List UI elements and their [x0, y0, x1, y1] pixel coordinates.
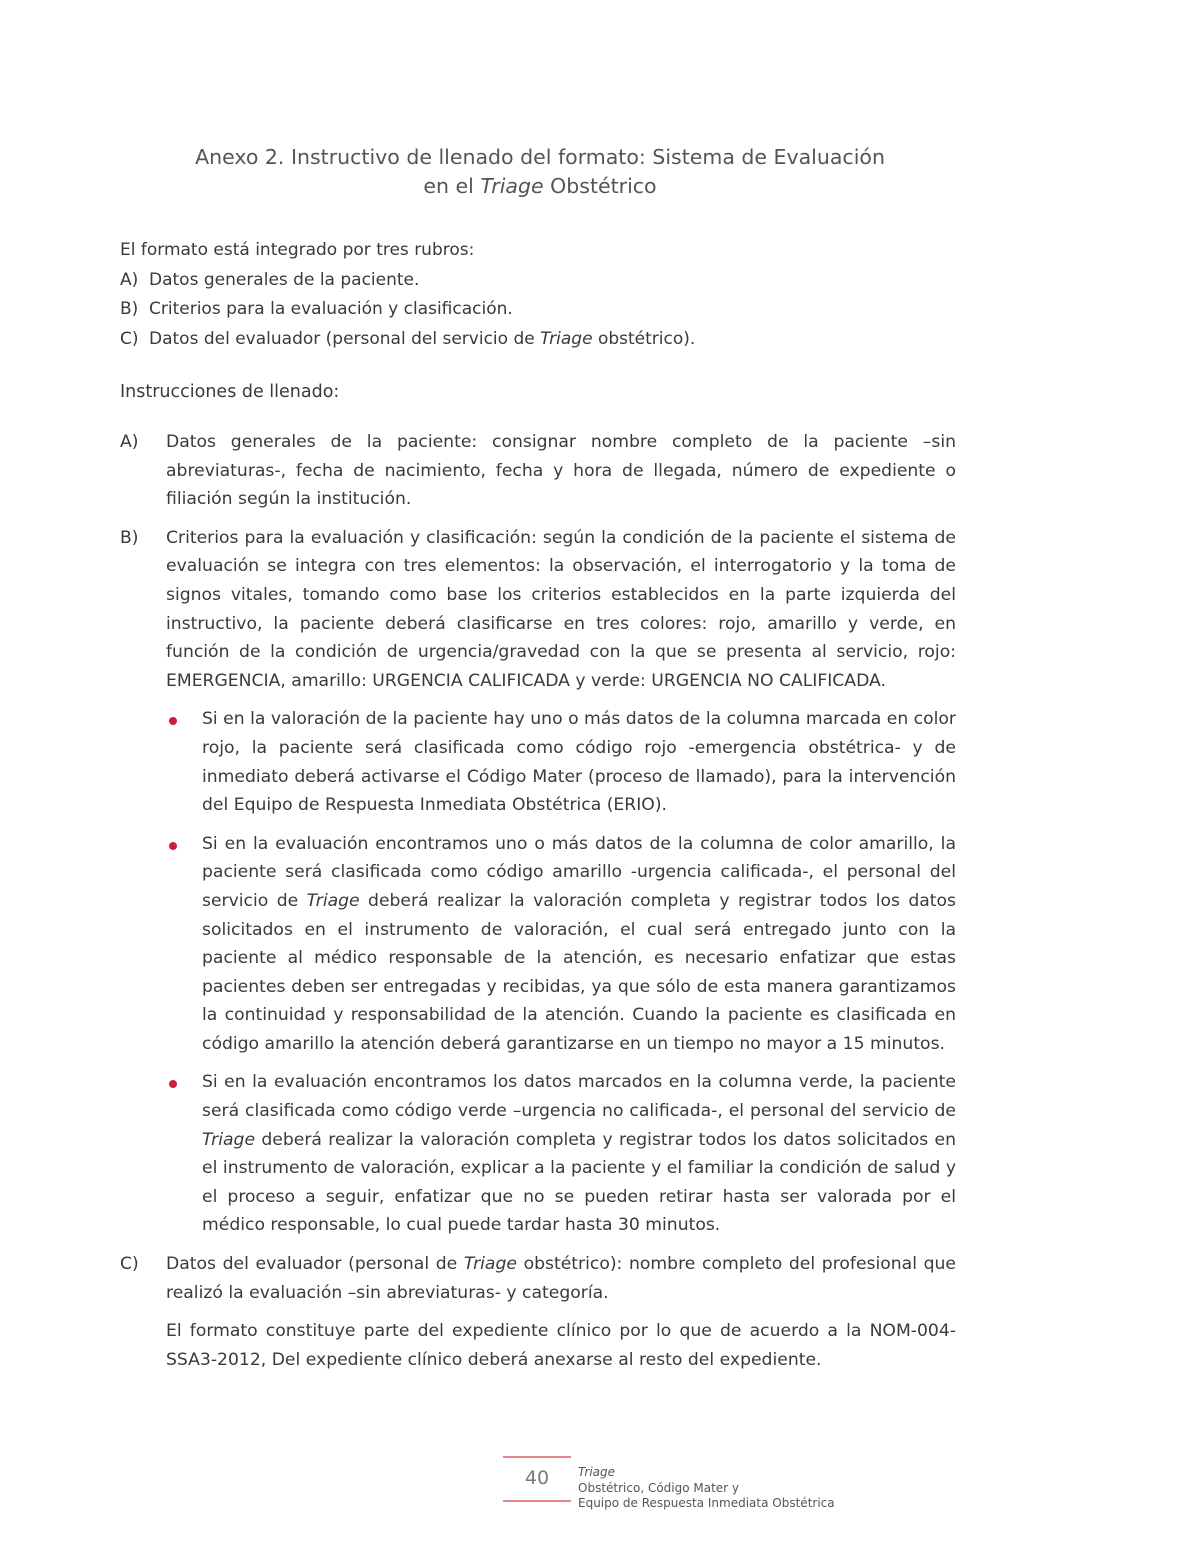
intro-item-a	[120, 266, 695, 296]
instructions-heading: Instrucciones de llenado:	[120, 382, 340, 402]
bullet-item-green	[120, 1068, 956, 1240]
title-line-2	[120, 172, 960, 201]
intro-lead: El formato está integrado por tres rubros:	[120, 240, 475, 260]
bullet-item-yellow	[120, 830, 956, 1059]
section-a-text: Datos generales de la paciente: consignar nombre completo de la paciente –sin abreviaturas-, fecha de nacimiento, fecha y hora de llegada, número de expediente o filiación según la institución.	[166, 432, 956, 510]
bullet-dot-icon	[169, 842, 177, 850]
footer-line-2: Equipo de Respuesta Inmediata Obstétrica	[578, 1496, 835, 1510]
intro-item-c-pre: Datos del evaluador (personal del servicio de	[149, 328, 541, 349]
instructions-list	[120, 428, 956, 1374]
section-b	[120, 524, 956, 696]
intro-item-b-letter: B)	[120, 299, 139, 319]
title-line-2-pre: en el	[423, 174, 481, 198]
bullet-green-post: deberá realizar la valoración completa y registrar todos los datos solicitados en el instrumento de valoración, explicar a la paciente y el familiar la condición de salud y el proceso a seguir, enfatizar que no se pueden retirar hasta ser valorada por el médico responsable, lo cual puede tardar hasta 30 minutos.	[202, 1129, 956, 1236]
section-a-letter: A)	[120, 432, 139, 452]
bullet-yellow-pre: Si en la evaluación encontramos uno o más datos de la columna de color amarillo, la paciente será clasificada como código amarillo -urgencia calificada-, el personal del servicio de	[202, 833, 956, 911]
section-b-letter: B)	[120, 527, 139, 548]
intro-item-a-text: Datos generales de la paciente.	[149, 269, 420, 290]
intro-item-b	[120, 295, 695, 325]
section-c-pre: Datos del evaluador (personal de	[166, 1254, 464, 1275]
section-b-text: Criterios para la evaluación y clasificación: según la condición de la paciente el sistema de evaluación se integra con tres elementos: la observación, el interrogatorio y la toma de signos vitales, tomando como base los criterios establecidos en la parte izquierda del instructivo, la paciente deberá clasificarse en tres colores: rojo, amarillo y verde, en función de la condición de urgencia/gravedad con la que se presenta al servicio, rojo: EMERGENCIA, amarillo: URGENCIA CALIFICADA y verde: URGENCIA NO CALIFICADA.	[166, 527, 956, 691]
intro-item-b-text: Criterios para la evaluación y clasificación.	[149, 299, 513, 319]
footer-caption	[578, 1465, 835, 1512]
bullet-green-pre: Si en la evaluación encontramos los datos marcados en la columna verde, la paciente será clasificada como código verde –urgencia no calificada-, el personal del servicio de	[202, 1072, 956, 1122]
intro-item-c-post: obstétrico).	[592, 328, 696, 349]
bullet-red-text: Si en la valoración de la paciente hay uno o más datos de la columna marcada en color rojo, la paciente será clasificada como código rojo -emergencia obstétrica- y de inmediato deberá activarse el Código Mater (proceso de llamado), para la intervención del Equipo de Respuesta Inmediata Obstétrica (ERIO).	[202, 709, 956, 816]
intro-item-c-letter: C)	[120, 328, 139, 349]
section-c	[120, 1250, 956, 1307]
section-c-post: obstétrico): nombre completo del profesional que realizó la evaluación –sin abreviaturas- y categoría.	[166, 1254, 957, 1303]
footer-line-1-em: Triage	[578, 1465, 616, 1479]
title-line-1: Anexo 2. Instructivo de llenado del formato: Sistema de Evaluación	[195, 145, 885, 169]
bullet-yellow-em: Triage	[306, 890, 360, 911]
intro-item-c-em: Triage	[540, 328, 593, 349]
footer-line-1	[578, 1465, 835, 1496]
section-a	[120, 428, 956, 514]
bullet-yellow-post: deberá realizar la valoración completa y registrar todos los datos solicitados en el instrumento de valoración, el cual será entregado junto con la paciente al médico responsable de la atención, es necesario enfatizar que estas pacientes deben ser entregadas y recibidas, ya que sólo de esta manera garantizamos la continuidad y responsabilidad de la atención. Cuando la paciente es clasificada en código amarillo la atención deberá garantizarse en un tiempo no mayor a 15 minutos.	[202, 890, 957, 1054]
bullet-item-red	[120, 705, 956, 819]
page-title	[120, 143, 960, 201]
page-number: 40	[503, 1456, 571, 1502]
bullet-green-em: Triage	[202, 1129, 256, 1150]
section-c-em: Triage	[463, 1254, 517, 1275]
intro-block	[120, 236, 695, 354]
intro-item-a-letter: A)	[120, 269, 139, 290]
title-line-2-em: Triage	[480, 174, 544, 198]
title-line-2-post: Obstétrico	[543, 174, 657, 198]
bullet-dot-icon	[169, 717, 177, 725]
footer-line-1-post: Obstétrico, Código Mater y	[578, 1480, 740, 1495]
closing-note: El formato constituye parte del expediente clínico por lo que de acuerdo a la NOM-004-SSA3-2012, Del expediente clínico deberá anexarse al resto del expediente.	[166, 1321, 956, 1370]
intro-item-c	[120, 325, 695, 355]
bullet-dot-icon	[169, 1080, 177, 1088]
section-c-letter: C)	[120, 1254, 139, 1275]
